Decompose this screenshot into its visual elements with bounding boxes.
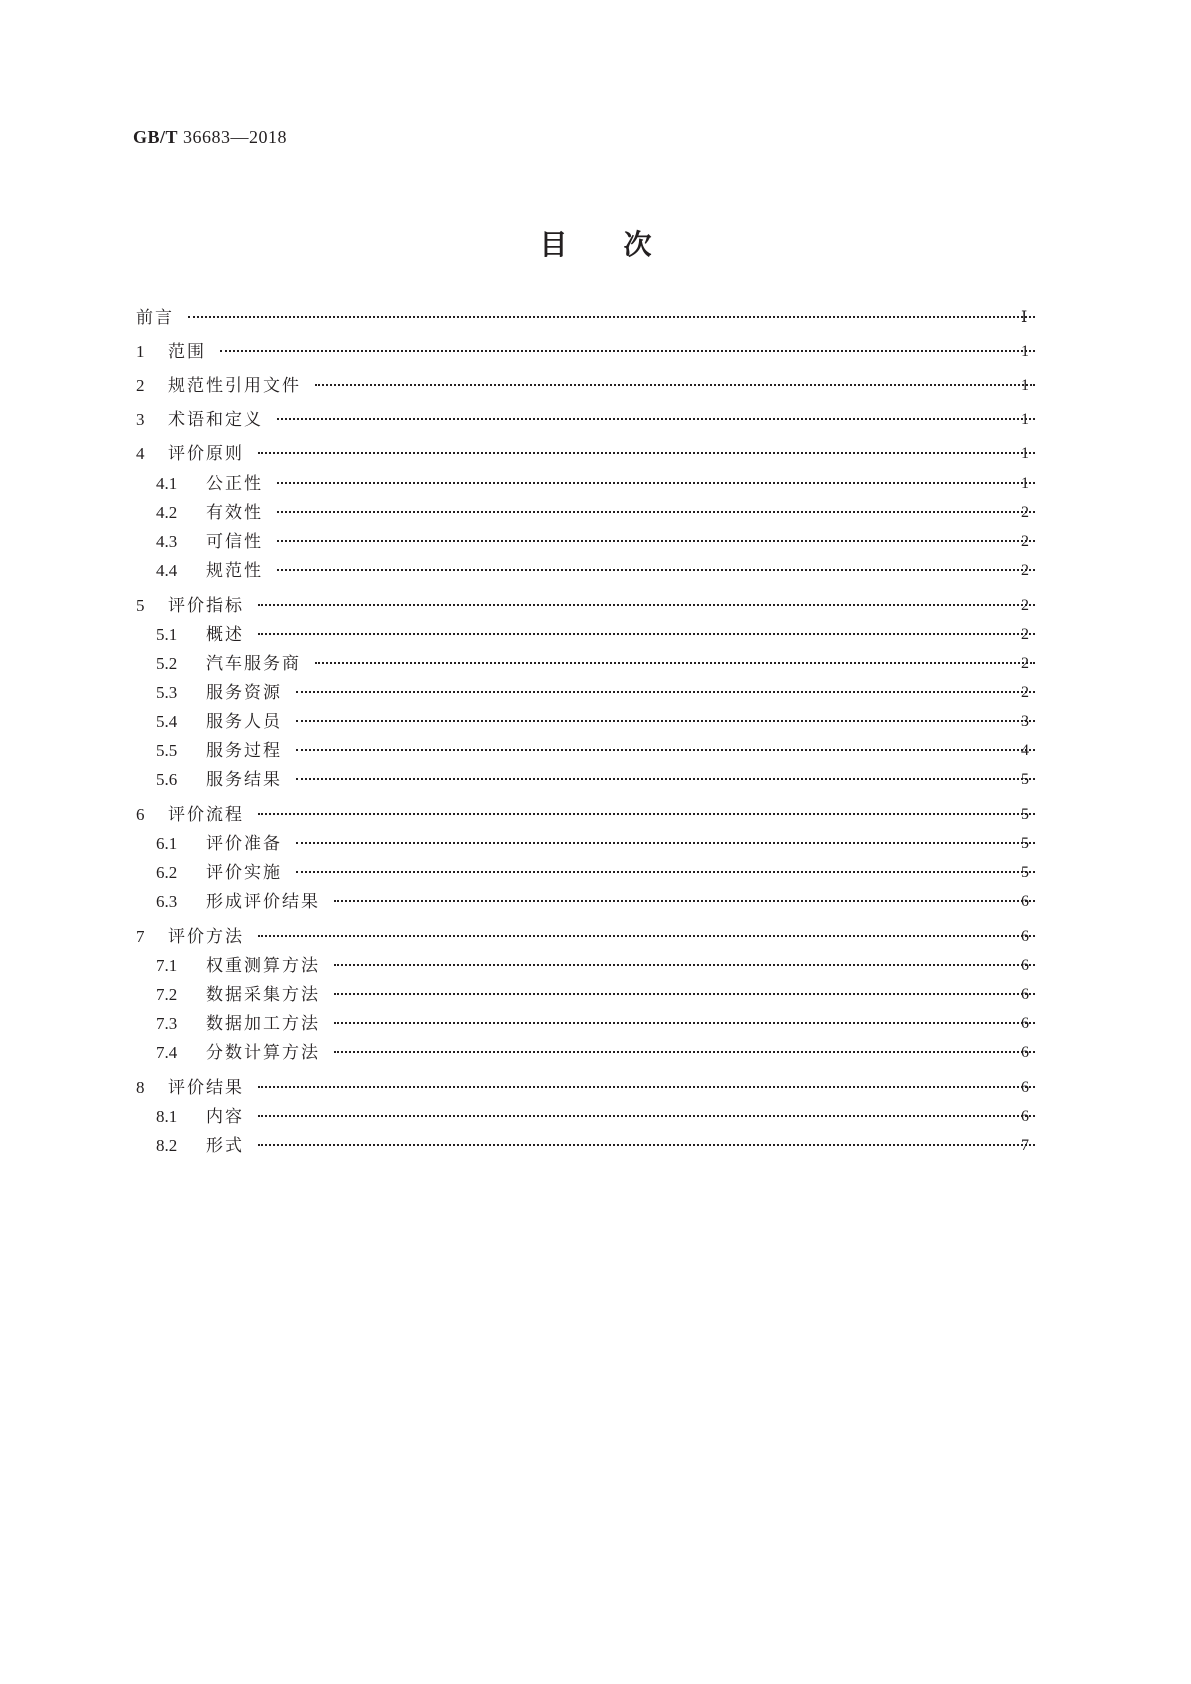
- toc-leader-dots: [277, 508, 1035, 513]
- toc-entry-page: 1: [1021, 377, 1029, 394]
- toc-leader-dots: [258, 1141, 1035, 1146]
- toc-entry-label: 服务结果: [206, 770, 282, 790]
- toc-leader-dots: [296, 746, 1035, 751]
- toc-entry-number: 7.4: [156, 1043, 178, 1062]
- toc-entry-page: 2: [1021, 504, 1029, 521]
- toc-entry-label: 评价准备: [206, 834, 282, 854]
- toc-entry-page: 1: [1021, 445, 1029, 462]
- toc-entry-number: 4.3: [156, 532, 178, 551]
- toc-entry[interactable]: [0, 407, 1191, 433]
- toc-entry-page: 2: [1021, 533, 1029, 550]
- toc-entry-number: 5.4: [156, 712, 178, 731]
- toc-entry-number: 5: [136, 596, 145, 615]
- toc-entry-page: 6: [1021, 928, 1029, 945]
- toc-entry-page: 3: [1021, 713, 1029, 730]
- toc-entry-page: Ⅰ: [1021, 309, 1028, 326]
- toc-entry-page: 1: [1021, 411, 1029, 428]
- toc-entry-label: 规范性引用文件: [168, 376, 301, 396]
- toc-entry-label: 评价结果: [168, 1078, 244, 1098]
- toc-entry-label: 评价指标: [168, 596, 244, 616]
- toc-entry-page: 6: [1021, 893, 1029, 910]
- toc-entry-page: 1: [1021, 343, 1029, 360]
- toc-leader-dots: [277, 479, 1035, 484]
- toc-entry-label: 服务过程: [206, 741, 282, 761]
- toc-entry[interactable]: [0, 1104, 1191, 1130]
- toc-entry-page: 2: [1021, 655, 1029, 672]
- toc-entry-number: 6.1: [156, 834, 178, 853]
- toc-entry-number: 4.2: [156, 503, 178, 522]
- toc-entry-page: 6: [1021, 1108, 1029, 1125]
- toc-leader-dots: [277, 537, 1035, 542]
- toc-entry-number: 8.2: [156, 1136, 178, 1155]
- toc-entry-label: 权重测算方法: [206, 956, 320, 976]
- toc-leader-dots: [258, 932, 1035, 937]
- toc-leader-dots: [188, 313, 1035, 318]
- toc-entry[interactable]: [0, 1075, 1191, 1101]
- toc-entry-number: 7: [136, 927, 145, 946]
- toc-leader-dots: [258, 630, 1035, 635]
- toc-entry-label: 内容: [206, 1107, 244, 1127]
- toc-entry-number: 7.3: [156, 1014, 178, 1033]
- toc-entry[interactable]: [0, 709, 1191, 735]
- toc-entry-number: 5.3: [156, 683, 178, 702]
- toc-entry-label: 公正性: [206, 474, 263, 494]
- toc-entry-page: 6: [1021, 957, 1029, 974]
- toc-entry-number: 5.1: [156, 625, 178, 644]
- toc-entry-label: 有效性: [206, 503, 263, 523]
- toc-entry-label: 术语和定义: [168, 410, 263, 430]
- toc-leader-dots: [258, 1112, 1035, 1117]
- page-title: 目次: [539, 228, 708, 261]
- toc-entry-number: 5.2: [156, 654, 178, 673]
- toc-entry-page: 6: [1021, 1079, 1029, 1096]
- toc-entry-label: 服务人员: [206, 712, 282, 732]
- toc-entry-page: 6: [1021, 1015, 1029, 1032]
- toc-leader-dots: [315, 381, 1035, 386]
- toc-leader-dots: [258, 449, 1035, 454]
- toc-leader-dots: [334, 1048, 1035, 1053]
- toc-entry-page: 5: [1021, 806, 1029, 823]
- toc-leader-dots: [277, 415, 1035, 420]
- toc-entry-page: 2: [1021, 597, 1029, 614]
- toc-entry-page: 6: [1021, 1044, 1029, 1061]
- toc-leader-dots: [220, 347, 1035, 352]
- toc-entry-number: 6: [136, 805, 145, 824]
- toc-entry-page: 1: [1021, 475, 1029, 492]
- toc-entry[interactable]: [0, 471, 1191, 497]
- toc-entry-number: 8.1: [156, 1107, 178, 1126]
- toc-leader-dots: [277, 566, 1035, 571]
- toc-leader-dots: [334, 1019, 1035, 1024]
- toc-entry-number: 5.5: [156, 741, 178, 760]
- toc-entry[interactable]: [0, 529, 1191, 555]
- toc-entry-label: 形式: [206, 1136, 244, 1156]
- toc-entry[interactable]: [0, 924, 1191, 950]
- toc-entry-page: 5: [1021, 835, 1029, 852]
- toc-entry[interactable]: [0, 831, 1191, 857]
- toc-entry-number: 4: [136, 444, 145, 463]
- toc-entry-label: 前言: [136, 308, 174, 328]
- standard-prefix: GB/T: [133, 127, 179, 147]
- toc-entry-label: 范围: [168, 342, 206, 362]
- toc-entry-label: 数据加工方法: [206, 1014, 320, 1034]
- toc-entry-label: 分数计算方法: [206, 1043, 320, 1063]
- toc-leader-dots: [296, 717, 1035, 722]
- toc-entry-label: 评价流程: [168, 805, 244, 825]
- toc-entry-number: 4.1: [156, 474, 178, 493]
- toc-entry-number: 6.2: [156, 863, 178, 882]
- toc-leader-dots: [258, 1083, 1035, 1088]
- toc-entry-page: 7: [1021, 1137, 1029, 1154]
- toc-leader-dots: [296, 775, 1035, 780]
- toc-entry[interactable]: [0, 1011, 1191, 1037]
- toc-entry[interactable]: [0, 802, 1191, 828]
- toc-entry-page: 5: [1021, 864, 1029, 881]
- toc-entry[interactable]: [0, 593, 1191, 619]
- toc-entry-page: 2: [1021, 684, 1029, 701]
- toc-entry-label: 服务资源: [206, 683, 282, 703]
- toc-entry-number: 3: [136, 410, 145, 429]
- toc-entry[interactable]: [0, 738, 1191, 764]
- toc-entry[interactable]: [0, 622, 1191, 648]
- toc-entry[interactable]: [0, 982, 1191, 1008]
- standard-number: 36683—2018: [183, 127, 288, 147]
- toc-entry[interactable]: [0, 558, 1191, 584]
- toc-entry[interactable]: [0, 651, 1191, 677]
- toc-entry-number: 7.1: [156, 956, 178, 975]
- toc-entry[interactable]: [0, 305, 1191, 331]
- standard-code: [133, 127, 287, 148]
- toc-leader-dots: [334, 990, 1035, 995]
- toc-entry-page: 4: [1021, 742, 1029, 759]
- toc-leader-dots: [296, 868, 1035, 873]
- toc-entry[interactable]: [0, 339, 1191, 365]
- toc-leader-dots: [296, 688, 1035, 693]
- toc-entry-number: 7.2: [156, 985, 178, 1004]
- toc-entry[interactable]: [0, 953, 1191, 979]
- toc-entry[interactable]: [0, 889, 1191, 915]
- toc-entry-label: 形成评价结果: [206, 892, 320, 912]
- toc-leader-dots: [296, 839, 1035, 844]
- toc-entry-label: 可信性: [206, 532, 263, 552]
- toc-entry-number: 4.4: [156, 561, 178, 580]
- toc-entry[interactable]: [0, 500, 1191, 526]
- toc-entry-label: 评价原则: [168, 444, 244, 464]
- toc-entry-page: 5: [1021, 771, 1029, 788]
- toc-entry-number: 1: [136, 342, 145, 361]
- toc-entry-label: 规范性: [206, 561, 263, 581]
- toc-entry[interactable]: [0, 860, 1191, 886]
- toc-entry-label: 数据采集方法: [206, 985, 320, 1005]
- toc-entry-label: 概述: [206, 625, 244, 645]
- toc-leader-dots: [334, 961, 1035, 966]
- toc-entry-number: 8: [136, 1078, 145, 1097]
- toc-entry[interactable]: [0, 1133, 1191, 1159]
- toc-entry-label: 汽车服务商: [206, 654, 301, 674]
- toc-entry[interactable]: [0, 680, 1191, 706]
- toc-entry-page: 6: [1021, 986, 1029, 1003]
- toc-leader-dots: [315, 659, 1035, 664]
- toc-entry-number: 6.3: [156, 892, 178, 911]
- toc-leader-dots: [258, 601, 1035, 606]
- toc-entry-number: 5.6: [156, 770, 178, 789]
- toc-entry-label: 评价方法: [168, 927, 244, 947]
- toc-leader-dots: [334, 897, 1035, 902]
- toc-entry-page: 2: [1021, 562, 1029, 579]
- toc-entry[interactable]: [0, 1040, 1191, 1066]
- toc-entry[interactable]: [0, 441, 1191, 467]
- toc-entry-page: 2: [1021, 626, 1029, 643]
- toc-entry-label: 评价实施: [206, 863, 282, 883]
- toc-entry[interactable]: [0, 373, 1191, 399]
- toc-leader-dots: [258, 810, 1035, 815]
- toc-entry-number: 2: [136, 376, 145, 395]
- toc-entry[interactable]: [0, 767, 1191, 793]
